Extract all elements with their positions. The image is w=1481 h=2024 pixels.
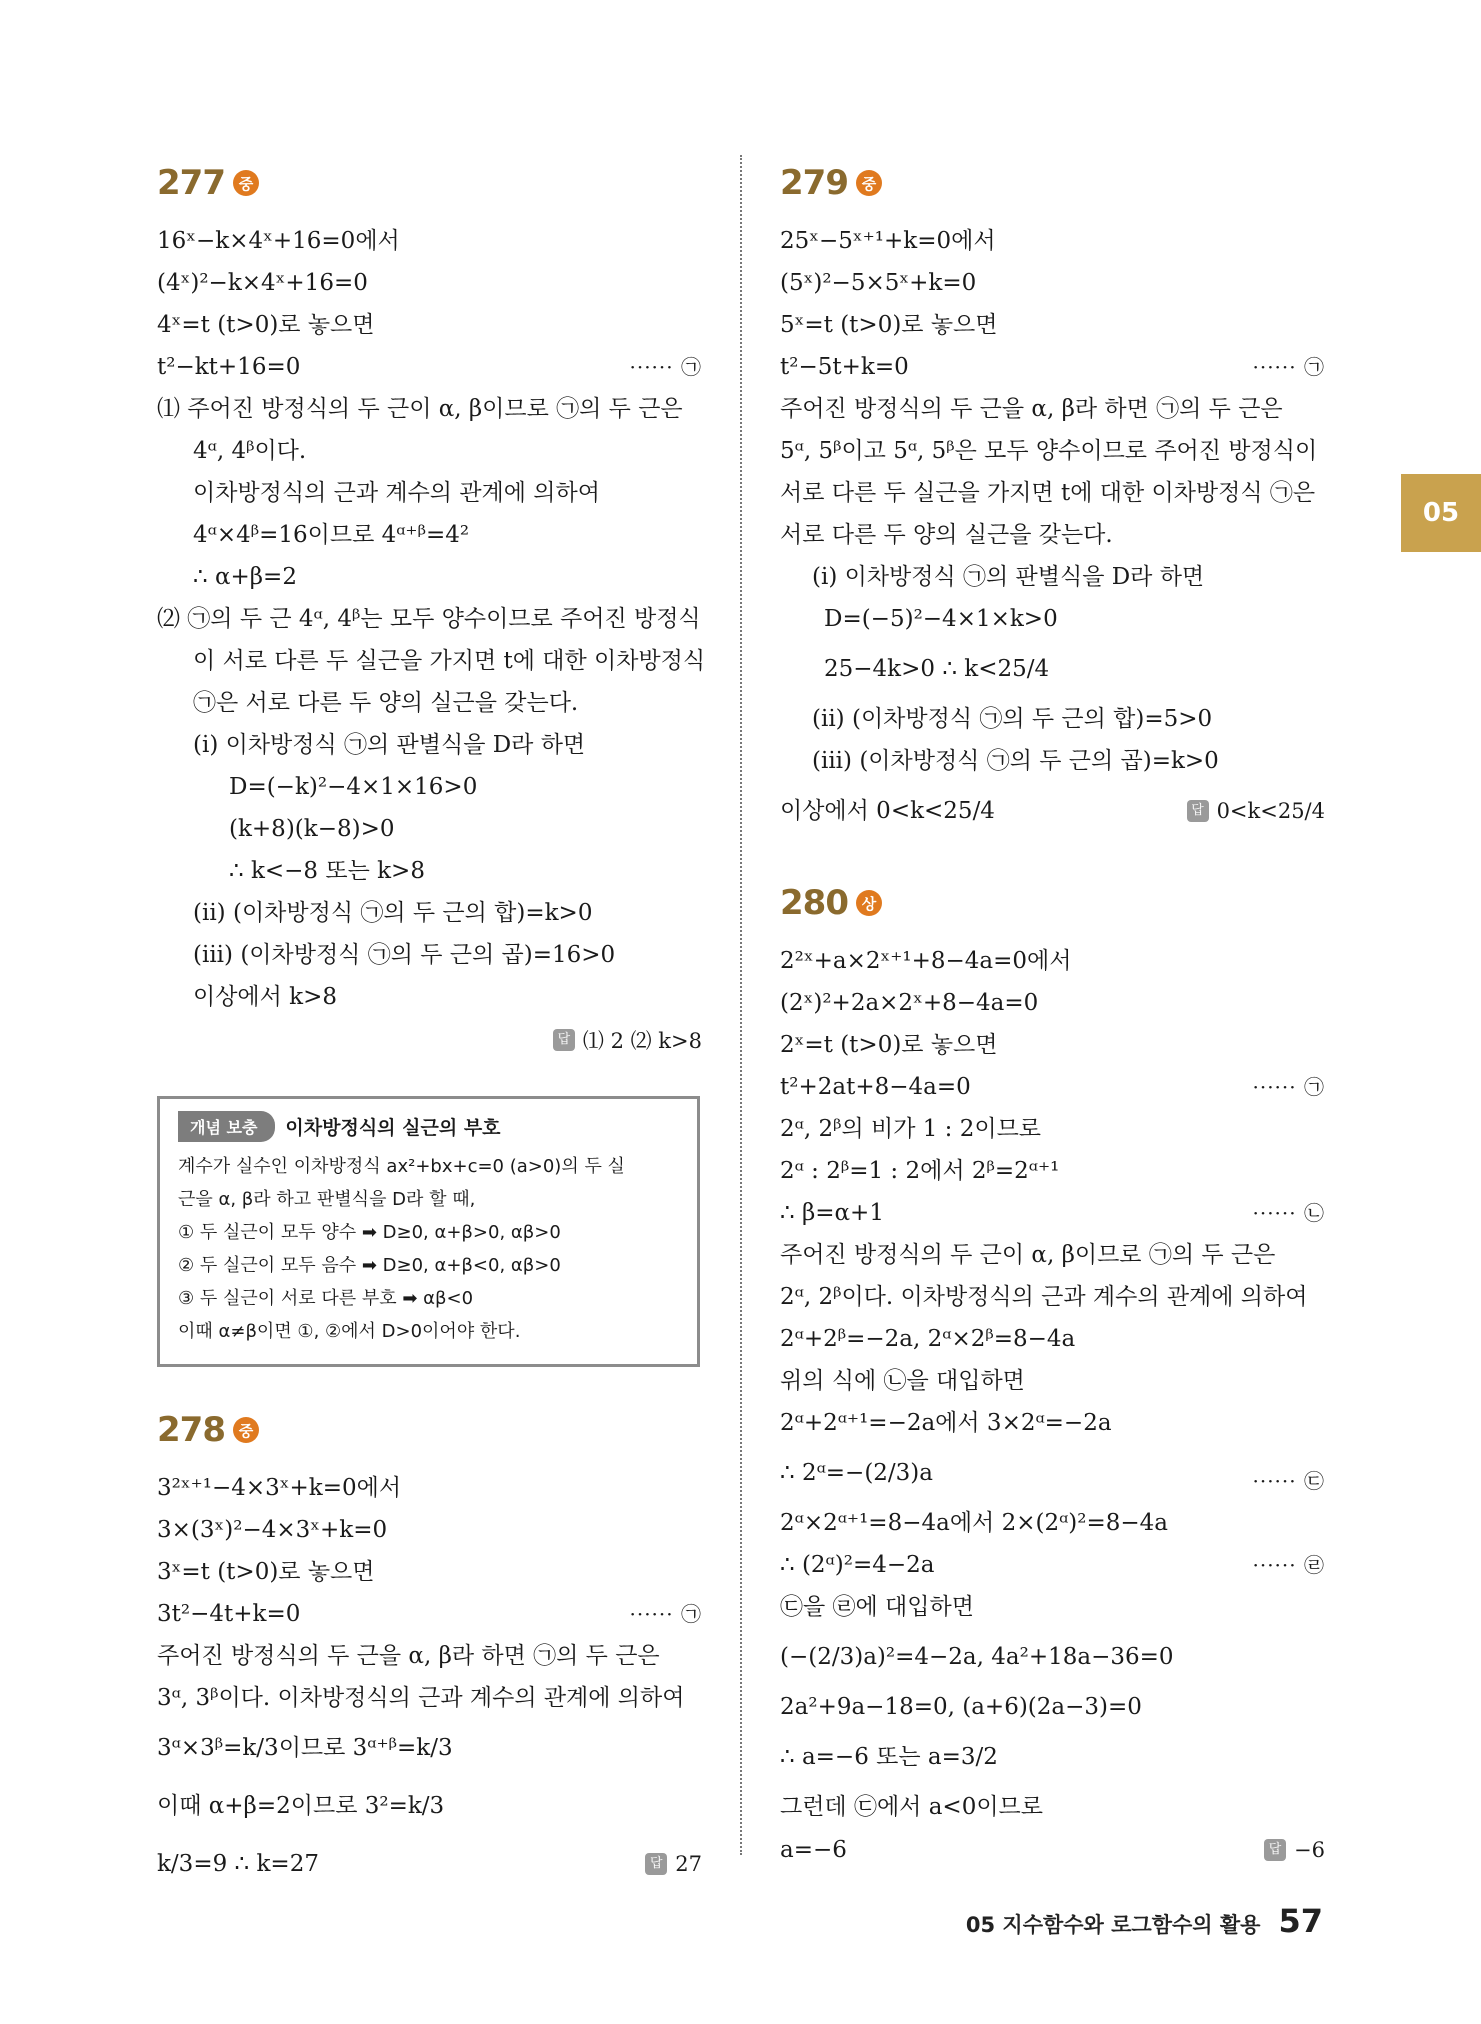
solution-line: 이차방정식의 근과 계수의 관계에 의하여	[193, 480, 600, 506]
solution-line: 3×(3ˣ)²−4×3ˣ+k=0	[157, 1517, 388, 1543]
solution-line: 4ᵅ, 4ᵝ이다.	[193, 438, 307, 464]
solution-line: (4ˣ)²−k×4ˣ+16=0	[157, 270, 368, 296]
answer-group	[645, 1852, 702, 1876]
solution-line: 위의 식에 ㉡을 대입하면	[780, 1368, 1025, 1394]
concept-title: 이차방정식의 실근의 부호	[285, 1117, 501, 1139]
page-footer	[966, 1902, 1323, 1940]
page-number: 57	[1278, 1902, 1323, 1940]
solution-line: a=−6	[780, 1837, 847, 1863]
difficulty-badge: 중	[856, 170, 882, 196]
problem-header	[780, 160, 1325, 206]
solution-line: 25ˣ−5ˣ⁺¹+k=0에서	[780, 228, 996, 254]
solution-line: ⑵ ㉠의 두 근 4ᵅ, 4ᵝ는 모두 양수이므로 주어진 방정식	[157, 606, 701, 632]
answer-group	[1187, 799, 1325, 823]
right-column	[780, 150, 1325, 1872]
answer-badge: 답	[1264, 1839, 1286, 1861]
solution-line: 2ᵅ+2ᵝ=−2a, 2ᵅ×2ᵝ=8−4a	[780, 1326, 1076, 1352]
concept-line: 이때 α≠β이면 ①, ②에서 D>0이어야 한다.	[178, 1321, 521, 1342]
chapter-side-tab: 05	[1401, 474, 1481, 552]
problem-header	[157, 1407, 702, 1453]
solution-line: D=(−5)²−4×1×k>0	[824, 606, 1058, 632]
solution-line: 2ᵅ+2ᵅ⁺¹=−2a에서 3×2ᵅ=−2a	[780, 1410, 1112, 1436]
footer-chapter: 05 지수함수와 로그함수의 활용	[965, 1913, 1261, 1937]
solution-line: 2ᵅ×2ᵅ⁺¹=8−4a에서 2×(2ᵅ)²=8−4a	[780, 1510, 1168, 1536]
solution-line: 주어진 방정식의 두 근을 α, β라 하면 ㉠의 두 근은	[780, 396, 1283, 422]
solution-line	[780, 1444, 1325, 1502]
solution-line: ∴ α+β=2	[193, 564, 297, 590]
answer-line	[780, 782, 1325, 840]
equation-marker: ······ ㉠	[1252, 355, 1325, 379]
solution-line	[780, 1192, 1325, 1234]
solution-line: 3ᵅ×3ᵝ=k/3이므로 3ᵅ⁺ᵝ=k/3	[157, 1735, 453, 1761]
solution-line: 2²ˣ+a×2ˣ⁺¹+8−4a=0에서	[780, 948, 1072, 974]
solution-line: ∴ a=−6 또는 a=3/2	[780, 1744, 998, 1770]
equation-text: ∴ 2ᵅ=−(2/3)a	[780, 1460, 933, 1486]
solution-line: 2ᵅ : 2ᵝ=1 : 2에서 2ᵝ=2ᵅ⁺¹	[780, 1158, 1060, 1184]
equation-marker: ······ ㉠	[629, 1602, 702, 1626]
concept-header	[178, 1111, 681, 1142]
solution-line	[157, 1593, 702, 1635]
problem-280	[780, 880, 1325, 1872]
solution-line: ⑴ 주어진 방정식의 두 근이 α, β이므로 ㉠의 두 근은	[157, 396, 683, 422]
equation-text: 3t²−4t+k=0	[157, 1601, 301, 1627]
problem-number: 279	[780, 163, 848, 203]
problem-header	[780, 880, 1325, 926]
solution-line	[780, 346, 1325, 388]
left-column	[157, 150, 706, 1893]
solution-line: 5ᵅ, 5ᵝ이고 5ᵅ, 5ᵝ은 모두 양수이므로 주어진 방정식이	[780, 438, 1318, 464]
equation-text: t²−5t+k=0	[780, 354, 909, 380]
solution-line: 5ˣ=t (t>0)로 놓으면	[780, 312, 998, 338]
solution-line: 이 서로 다른 두 실근을 가지면 t에 대한 이차방정식	[193, 648, 706, 674]
difficulty-badge: 상	[856, 890, 882, 916]
solution-line: 이상에서 k>8	[193, 984, 338, 1010]
problem-279	[780, 160, 1325, 840]
solution-line: k/3=9 ∴ k=27	[157, 1851, 319, 1877]
problem-number: 277	[157, 163, 225, 203]
solution-line: 그런데 ㉢에서 a<0이므로	[780, 1794, 1043, 1820]
solution-line: 3ˣ=t (t>0)로 놓으면	[157, 1559, 375, 1585]
concept-box	[157, 1096, 700, 1367]
problem-278	[157, 1407, 702, 1893]
solution-line: 4ˣ=t (t>0)로 놓으면	[157, 312, 375, 338]
equation-marker: ······ ㉣	[1252, 1553, 1325, 1577]
solution-line: (iii) (이차방정식 ㉠의 두 근의 곱)=k>0	[812, 748, 1219, 774]
equation-marker: ······ ㉠	[1252, 1075, 1325, 1099]
answer-line	[780, 1828, 1325, 1872]
solution-line: (−(2/3)a)²=4−2a, 4a²+18a−36=0	[780, 1644, 1174, 1670]
solution-line: 4ᵅ×4ᵝ=16이므로 4ᵅ⁺ᵝ=4²	[193, 522, 470, 548]
concept-tag: 개념 보충	[178, 1111, 275, 1142]
solution-line: (2ˣ)²+2a×2ˣ+8−4a=0	[780, 990, 1039, 1016]
answer-line	[157, 1835, 702, 1893]
solution-line: (ii) (이차방정식 ㉠의 두 근의 합)=k>0	[193, 900, 593, 926]
problem-number: 278	[157, 1410, 225, 1450]
solution-line: 3ᵅ, 3ᵝ이다. 이차방정식의 근과 계수의 관계에 의하여	[157, 1685, 685, 1711]
answer-text: 0<k<25/4	[1216, 799, 1325, 823]
answer-badge: 답	[1187, 800, 1209, 822]
equation-text: ∴ β=α+1	[780, 1200, 884, 1226]
solution-line: 2ˣ=t (t>0)로 놓으면	[780, 1032, 998, 1058]
solution-line: 이상에서 0<k<25/4	[780, 798, 995, 824]
answer-badge: 답	[553, 1029, 575, 1051]
equation-text: t²−kt+16=0	[157, 354, 301, 380]
equation-marker: ······ ㉢	[1252, 1469, 1325, 1493]
column-divider	[740, 155, 742, 1855]
answer-line	[157, 1018, 702, 1062]
equation-text: t²+2at+8−4a=0	[780, 1074, 971, 1100]
solution-line	[780, 1066, 1325, 1108]
solution-line: 서로 다른 두 실근을 가지면 t에 대한 이차방정식 ㉠은	[780, 480, 1316, 506]
solution-line: (iii) (이차방정식 ㉠의 두 근의 곱)=16>0	[193, 942, 616, 968]
solution-line: ㉠은 서로 다른 두 양의 실근을 갖는다.	[193, 690, 579, 716]
answer-text: ⑴ 2 ⑵ k>8	[582, 1029, 702, 1053]
solution-line: 25−4k>0 ∴ k<25/4	[824, 656, 1050, 682]
concept-line: ② 두 실근이 모두 음수 ➡ D≥0, α+β<0, αβ>0	[178, 1255, 561, 1276]
answer-badge: 답	[645, 1853, 667, 1875]
answer-text: −6	[1294, 1838, 1325, 1862]
solution-line: 2ᵅ, 2ᵝ이다. 이차방정식의 근과 계수의 관계에 의하여	[780, 1284, 1308, 1310]
solution-line: 2ᵅ, 2ᵝ의 비가 1 : 2이므로	[780, 1116, 1042, 1142]
solution-line: 서로 다른 두 양의 실근을 갖는다.	[780, 522, 1113, 548]
equation-marker: ······ ㉡	[1252, 1201, 1325, 1225]
solution-line: ㉢을 ㉣에 대입하면	[780, 1594, 974, 1620]
answer-group	[1264, 1838, 1325, 1862]
solution-line	[157, 346, 702, 388]
concept-line: 근을 α, β라 하고 판별식을 D라 할 때,	[178, 1189, 476, 1210]
solution-line: 2a²+9a−18=0, (a+6)(2a−3)=0	[780, 1694, 1142, 1720]
solution-line: (k+8)(k−8)>0	[229, 816, 395, 842]
solution-line: (i) 이차방정식 ㉠의 판별식을 D라 하면	[193, 732, 586, 758]
difficulty-badge: 중	[233, 170, 259, 196]
solution-line: 16ˣ−k×4ˣ+16=0에서	[157, 228, 400, 254]
concept-line: ③ 두 실근이 서로 다른 부호 ➡ αβ<0	[178, 1288, 474, 1309]
problem-277	[157, 160, 706, 1062]
solution-line	[780, 1544, 1325, 1586]
solution-line: (ii) (이차방정식 ㉠의 두 근의 합)=5>0	[812, 706, 1213, 732]
equation-text: ∴ (2ᵅ)²=4−2a	[780, 1552, 935, 1578]
problem-header	[157, 160, 702, 206]
solution-line: ∴ k<−8 또는 k>8	[229, 858, 425, 884]
concept-line: ① 두 실근이 모두 양수 ➡ D≥0, α+β>0, αβ>0	[178, 1222, 561, 1243]
problem-number: 280	[780, 883, 848, 923]
difficulty-badge: 중	[233, 1417, 259, 1443]
solution-line: 주어진 방정식의 두 근을 α, β라 하면 ㉠의 두 근은	[157, 1643, 660, 1669]
solution-line: 3²ˣ⁺¹−4×3ˣ+k=0에서	[157, 1475, 402, 1501]
solution-line: 주어진 방정식의 두 근이 α, β이므로 ㉠의 두 근은	[780, 1242, 1276, 1268]
solution-line: 이때 α+β=2이므로 3²=k/3	[157, 1793, 445, 1819]
concept-line: 계수가 실수인 이차방정식 ax²+bx+c=0 (a>0)의 두 실	[178, 1156, 625, 1177]
solution-line: (i) 이차방정식 ㉠의 판별식을 D라 하면	[812, 564, 1205, 590]
answer-text: 27	[675, 1852, 702, 1876]
solution-line: D=(−k)²−4×1×16>0	[229, 774, 478, 800]
solution-line: (5ˣ)²−5×5ˣ+k=0	[780, 270, 977, 296]
equation-marker: ······ ㉠	[629, 355, 702, 379]
